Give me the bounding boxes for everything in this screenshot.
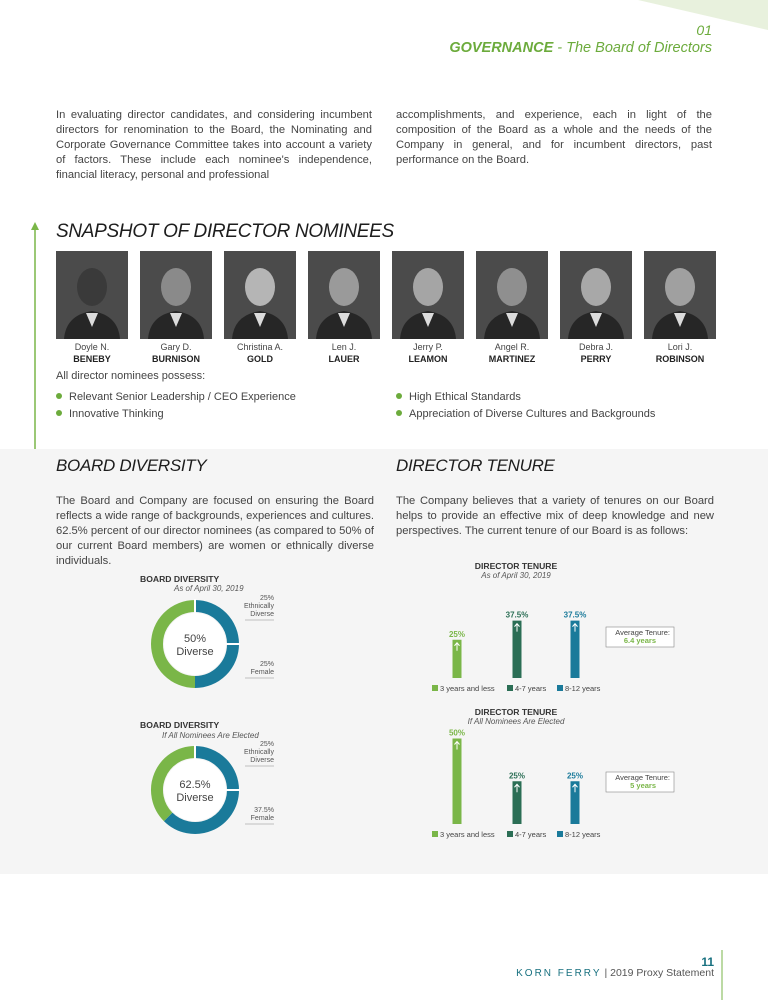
diversity-paragraph: The Board and Company are focused on ensuring the Board reflects a wide range of backgrounds, experiences and cultures. 62.5% percent of our director nominees (as compared to 50% of our current Board members) are women or ethnically diverse individuals. xyxy=(56,495,374,567)
pie-center-label: Diverse xyxy=(176,646,214,658)
bar-value-label: 25% xyxy=(448,629,466,639)
pie-chart-elected xyxy=(150,740,280,840)
nominee-photo xyxy=(644,251,716,339)
avg-tenure-label: Average Tenure: xyxy=(615,773,670,782)
bar-value-label: 50% xyxy=(448,728,466,738)
nominee-photo xyxy=(476,251,548,339)
nominee-photo xyxy=(560,251,632,339)
bar-value-label: 25% xyxy=(566,771,584,781)
pie-callout-label: 25% xyxy=(259,661,274,668)
nominee-photo xyxy=(392,251,464,339)
legend-label: 4-7 years xyxy=(515,830,547,839)
pie-center-label: Diverse xyxy=(176,792,214,804)
legend-swatch xyxy=(507,831,513,837)
quality-item: Appreciation of Diverse Cultures and Backgrounds xyxy=(396,408,655,420)
legend-swatch xyxy=(432,685,438,691)
nominee-name: Debra J. PERRY xyxy=(578,342,613,364)
legend-label: 8-12 years xyxy=(565,830,601,839)
pie-1-subtitle: As of April 30, 2019 xyxy=(174,584,244,593)
tenure-paragraph: The Company believes that a variety of tenures on our Board helps to provide an effective mix of deep knowledge and new perspectives. The current tenure of our Board is as follows: xyxy=(396,495,714,537)
nominee-name: Gary D. BURNISON xyxy=(151,342,200,364)
bar-value-label: 37.5% xyxy=(505,610,529,620)
nominee-photo xyxy=(56,251,128,339)
nominee-name: Len J. LAUER xyxy=(328,342,360,364)
legend-swatch xyxy=(557,685,563,691)
bar-1-title: DIRECTOR TENURE xyxy=(474,561,558,571)
bar-2-title: DIRECTOR TENURE xyxy=(474,707,558,717)
section-title: GOVERNANCE - The Board of Directors xyxy=(449,40,712,56)
pie-center-value: 62.5% xyxy=(179,779,211,791)
bar-value-label: 25% xyxy=(508,771,526,781)
nominee-name: Doyle N. BENEBY xyxy=(73,342,111,364)
pie-callout-label: Ethnically xyxy=(244,749,274,756)
bar-chart-current xyxy=(420,580,690,698)
page-number: 11 xyxy=(701,955,714,969)
pie-callout-label: 25% xyxy=(259,595,274,602)
pie-callout-label: Female xyxy=(250,669,274,676)
nominee-name: Christina A. GOLD xyxy=(236,342,284,364)
bar xyxy=(453,739,462,825)
footer-rule xyxy=(718,950,726,1000)
quality-item: High Ethical Standards xyxy=(396,391,521,403)
legend-swatch xyxy=(507,685,513,691)
intro-paragraph-2: accomplishments, and experience, each in light of the composition of the Board as a whole and the needs of the Company in general, and for incumbent directors, past performance on the Board. xyxy=(396,109,712,166)
pie-2-title: BOARD DIVERSITY xyxy=(140,720,220,730)
legend-label: 4-7 years xyxy=(515,684,547,693)
bar-value-label: 37.5% xyxy=(563,610,587,620)
pie-callout-label: Diverse xyxy=(250,611,274,618)
tenure-title: DIRECTOR TENURE xyxy=(396,456,555,475)
pie-2-subtitle: If All Nominees Are Elected xyxy=(162,731,259,740)
snapshot-title: SNAPSHOT OF DIRECTOR NOMINEES xyxy=(56,221,394,242)
up-arrow-line-icon xyxy=(30,222,40,462)
nominee-name: Lori J. ROBINSON xyxy=(655,342,705,364)
pie-callout-label: 37.5% xyxy=(254,807,274,814)
pie-1-title: BOARD DIVERSITY xyxy=(140,574,220,584)
nominee-photo xyxy=(140,251,212,339)
pie-center-value: 50% xyxy=(183,633,207,645)
brand-logo: KORN FERRY xyxy=(516,968,602,979)
legend-label: 3 years and less xyxy=(440,684,495,693)
avg-tenure-value: 5 years xyxy=(630,781,656,790)
possess-label: All director nominees possess: xyxy=(56,370,206,382)
pie-callout-label: 25% xyxy=(259,741,274,748)
nominee-photo xyxy=(224,251,296,339)
legend-label: 3 years and less xyxy=(440,830,495,839)
legend-label: 8-12 years xyxy=(565,684,601,693)
bar-2-subtitle: If All Nominees Are Elected xyxy=(467,717,565,726)
nominee-name: Jerry P. LEAMON xyxy=(408,342,448,364)
pie-callout-label: Diverse xyxy=(250,757,274,764)
quality-item: Innovative Thinking xyxy=(56,408,164,420)
intro-paragraph-1: In evaluating director candidates, and considering incumbent directors for renomination to the Board, the Nominating and Corporate Governance Committee takes into account a variety of factors. These include each nominee's independence, financial literacy, personal and professional xyxy=(56,109,372,181)
legend-swatch xyxy=(557,831,563,837)
avg-tenure-value: 6.4 years xyxy=(623,636,656,645)
legend-swatch xyxy=(432,831,438,837)
pie-callout-label: Female xyxy=(250,815,274,822)
section-number: 01 xyxy=(696,22,712,38)
bar-1-subtitle: As of April 30, 2019 xyxy=(481,571,551,580)
corner-decoration xyxy=(618,0,768,30)
footer-text: KORN FERRY | 2019 Proxy Statement xyxy=(516,967,714,979)
bar-chart-elected xyxy=(420,726,690,842)
pie-callout-label: Ethnically xyxy=(244,603,274,610)
avg-tenure-label: Average Tenure: xyxy=(615,628,670,637)
nominee-photo xyxy=(308,251,380,339)
diversity-title: BOARD DIVERSITY xyxy=(56,456,207,475)
pie-chart-current xyxy=(150,594,280,694)
quality-item: Relevant Senior Leadership / CEO Experience xyxy=(56,391,296,403)
nominee-name: Angel R. MARTINEZ xyxy=(488,342,536,364)
